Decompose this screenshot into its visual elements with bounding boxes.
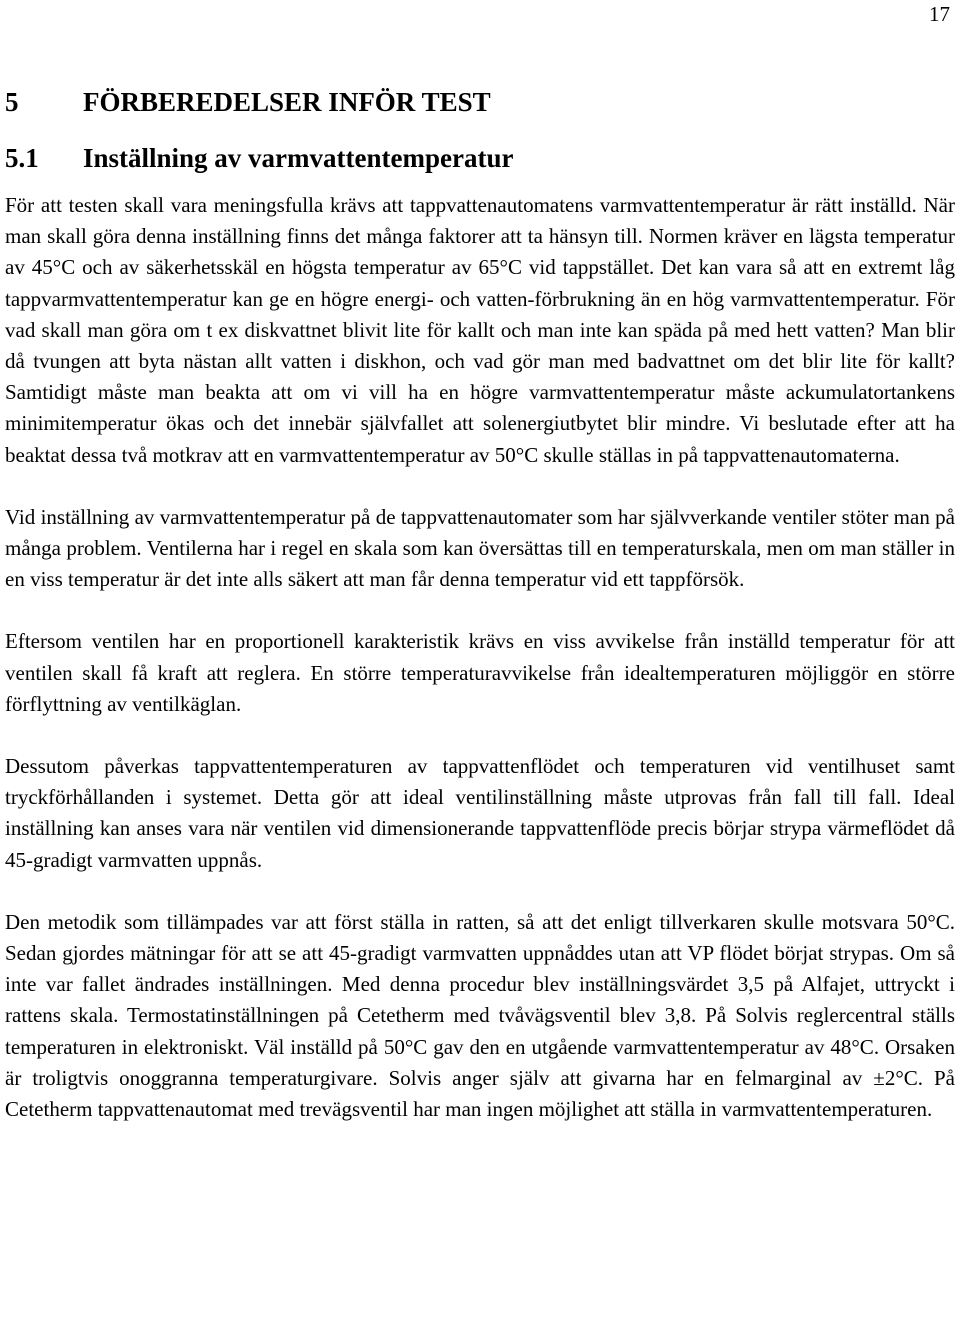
chapter-number: 5 <box>5 87 19 117</box>
paragraph: För att testen skall vara meningsfulla krävs att tappvattenautomatens varmvattentemperatur är rätt inställd. När man skall göra denna inställning finns det många faktorer att ta hänsyn till. Normen kräver en lägsta temperatur av 45°C och av säkerhetsskäl en högsta temperatur av 65°C vid tappstället. Det kan vara så att en extremt låg tappvarmvattentemperatur kan ge en högre energi- och vatten-förbrukning än en hög varmvattentemperatur. För vad skall man göra om t ex diskvattnet blivit lite för kallt och man inte kan späda på med hett vatten? Man blir då tvungen att byta nästan allt vatten i diskhon, och vad gör man med badvattnet om det blir lite för kallt? Samtidigt måste man beakta att om vi vill ha en högre varmvattentemperatur måste ackumulatortankens minimitemperatur ökas och det innebär självfallet att solenergiutbytet blir mindre. Vi beslutade efter att ha beaktat dessa två motkrav att en varmvattentemperatur av 50°C skulle ställas in på tappvattenautomaterna. <box>5 193 955 467</box>
document-body <box>5 78 955 1125</box>
paragraph: Eftersom ventilen har en proportionell karakteristik krävs en viss avvikelse från inställd temperatur för att ventilen skall få kraft att reglera. En större temperaturavvikelse från idealtemperaturen möjliggör en större förflyttning av ventilkäglan. <box>5 629 955 716</box>
paragraph: Den metodik som tillämpades var att först ställa in ratten, så att det enligt tillverkaren skulle motsvara 50°C. Sedan gjordes mätningar för att se att 45-gradigt varmvatten uppnåddes utan att VP flödet börjat strypas. Om så inte var fallet ändrades inställningen. Med denna procedur blev inställningsvärdet 3,5 på Alfajet, uttryckt i rattens skala. Termostatinställningen på Cetetherm med tvåvägsventil blev 3,8. På Solvis reglercentral ställs temperaturen in elektroniskt. Väl inställd på 50°C gav den en utgående varmvattentemperatur av 48°C. Orsaken är troligtvis onoggranna temperaturgivare. Solvis anger själv att givarna har en felmarginal av ±2°C. På Cetetherm tappvattenautomat med trevägsventil har man ingen möjlighet att ställa in varmvattentemperaturen. <box>5 909 955 1122</box>
paragraph: Dessutom påverkas tappvattentemperaturen av tappvattenflödet och temperaturen vid ventilhuset samt tryckförhållanden i systemet. Detta gör att ideal ventilinställning måste utprovas från fall till fall. Ideal inställning kan anses vara när ventilen vid dimensionerande tappvattenflöde precis börjar strypa värmeflödet då 45-gradigt varmvatten uppnås. <box>5 754 955 872</box>
chapter-title: FÖRBEREDELSER INFÖR TEST <box>83 87 491 117</box>
page-number: 17 <box>929 2 950 26</box>
section-number: 5.1 <box>5 143 39 173</box>
section-heading <box>5 126 955 190</box>
chapter-heading <box>5 78 955 126</box>
section-title: Inställning av varmvattentemperatur <box>83 143 514 173</box>
paragraph: Vid inställning av varmvattentemperatur på de tappvattenautomater som har självverkande ventiler stöter man på många problem. Ventilerna har i regel en skala som kan översättas till en temperaturskala, men om man ställer in en viss temperatur är det inte alls säkert att man får denna temperatur vid ett tappförsök. <box>5 504 955 592</box>
